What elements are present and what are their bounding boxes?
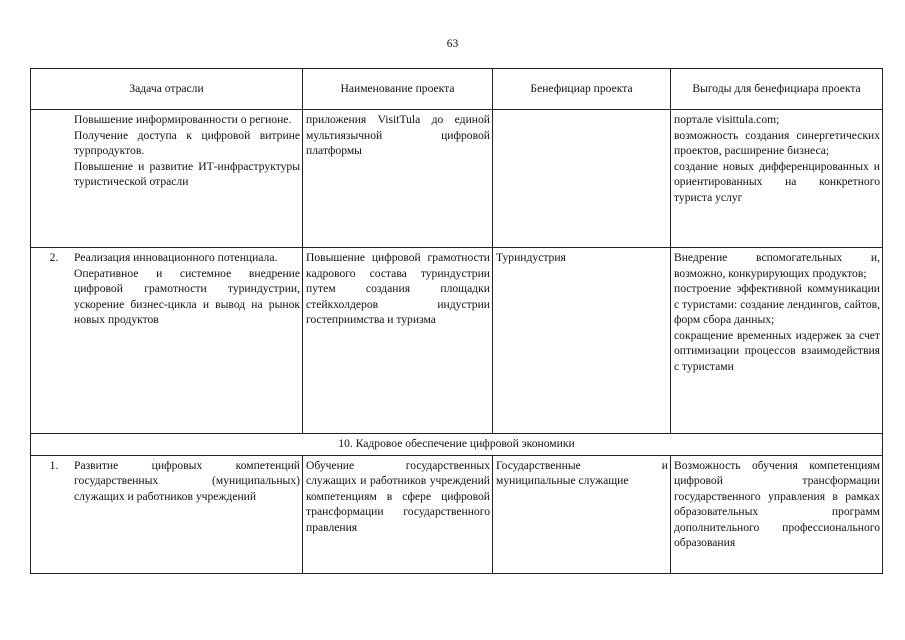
- benefits-cell: [671, 248, 883, 434]
- task-line: Повышение и развитие ИТ-инфраструктуры туристической отрасли: [74, 159, 300, 188]
- row-number: 2.: [49, 251, 59, 264]
- row-number: 1.: [49, 458, 59, 472]
- task-line: Получение доступа к цифровой витрине турпродуктов.: [74, 128, 300, 157]
- task-cell: [31, 248, 303, 434]
- task-cell: [31, 455, 303, 573]
- benefits-cell: [671, 110, 883, 248]
- header-beneficiary: Бенефициар проекта: [493, 69, 671, 110]
- project-cell: Обучение государственных служащих и работников учреждений компетенциям в сфере цифровой трансформации государственного правления: [303, 455, 493, 573]
- beneficiary-cell: [493, 110, 671, 248]
- section-title: 10. Кадровое обеспечение цифровой экономики: [31, 434, 883, 456]
- task-line: Реализация инновационного потенциала.: [74, 251, 278, 264]
- task-line: Оперативное и системное внедрение цифровой грамотности туриндустрии, ускорение бизнес-цикла и вывод на рынок новых продуктов: [74, 266, 300, 326]
- project-cell: приложения VisitTula до единой мультиязычной цифровой платформы: [303, 110, 493, 248]
- benefit-line: создание новых дифференцированных и ориентированных на конкретного туриста услуг: [674, 159, 880, 204]
- beneficiary-cell: Государственные и муниципальные служащие: [493, 455, 671, 573]
- benefit-line: Возможность обучения компетенциям цифровой трансформации государственного управления в рамках образовательных программ дополнительного профессионального образования: [674, 458, 880, 549]
- table-header-row: [31, 69, 883, 110]
- beneficiary-cell: Туриндустрия: [493, 248, 671, 434]
- header-benefits: Выгоды для бенефициара проекта: [671, 69, 883, 110]
- header-task: Задача отрасли: [31, 69, 303, 110]
- benefit-line: Внедрение вспомогательных и, возможно, конкурирующих продуктов;: [674, 251, 880, 280]
- row-number: [34, 112, 74, 190]
- task-cell: [31, 110, 303, 248]
- benefit-line: возможность создания синергетических проектов, расширение бизнеса;: [674, 128, 880, 157]
- task-line: Развитие цифровых компетенций государственных (муниципальных) служащих и работников учреждений: [74, 458, 300, 503]
- projects-table: [30, 68, 883, 574]
- task-line: Повышение информированности о регионе.: [74, 113, 292, 126]
- page-number: 63: [446, 38, 459, 50]
- table-row: [31, 110, 883, 248]
- benefits-cell: [671, 455, 883, 573]
- project-cell: Повышение цифровой грамотности кадрового состава туриндустрии путем создания площадки стейкхолдеров индустрии гостеприимства и туризма: [303, 248, 493, 434]
- table-row: [31, 455, 883, 573]
- benefit-line: сокращение временных издержек за счет оптимизации процессов взаимодействия с туристами: [674, 328, 880, 373]
- benefit-line: портале visittula.com;: [674, 113, 780, 126]
- section-row: [31, 434, 883, 456]
- header-project: Наименование проекта: [303, 69, 493, 110]
- table-row: [31, 248, 883, 434]
- benefit-line: построение эффективной коммуникации с туристами: создание лендингов, сайтов, форм сбора данных;: [674, 282, 880, 326]
